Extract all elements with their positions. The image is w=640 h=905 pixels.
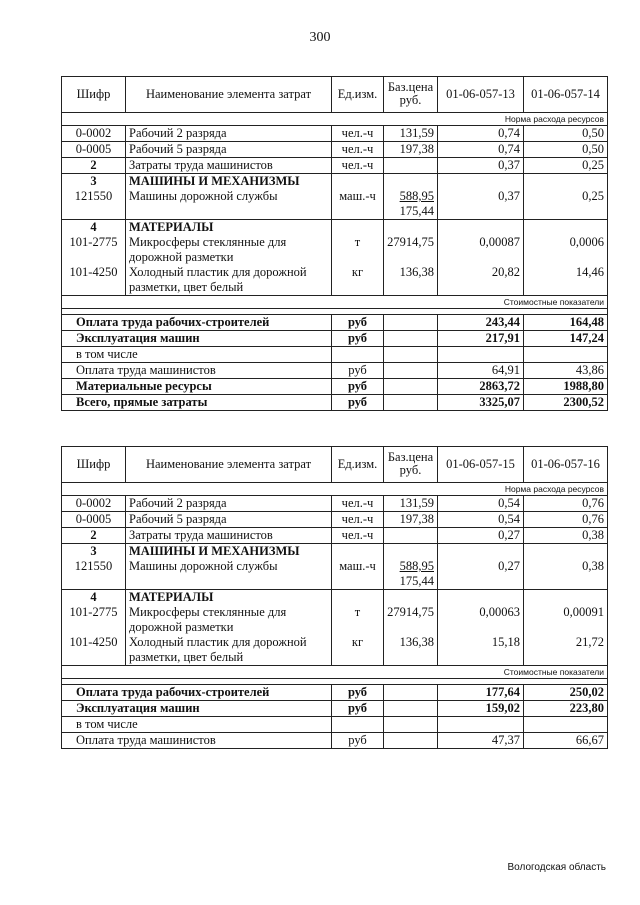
cost-value-1: 47,37 [438,733,524,749]
cell-unit: чел.-ч [332,512,384,528]
table-header-row [62,77,608,113]
cell-value-1: 0,54 [438,496,524,512]
cell-value-2: 0,76 [524,496,608,512]
header-unit: Ед.изм. [332,77,384,113]
cell-unit: чел.-ч [332,142,384,158]
cell-price: 588,95 175,44 [384,174,438,220]
cell-name: МАШИНЫ И МЕХАНИЗМЫ Машины дорожной службы [126,174,332,220]
cell-price: 197,38 [384,512,438,528]
cost-unit: руб [332,379,384,395]
cell-price: 197,38 [384,142,438,158]
header-col-2: 01-06-057-14 [524,77,608,113]
table-row [62,142,608,158]
header-price: Баз.цена руб. [384,77,438,113]
cost-unit: руб [332,733,384,749]
cell-price: 131,59 [384,496,438,512]
table-header-row [62,447,608,483]
cost-unit: руб [332,315,384,331]
cost-row [62,685,608,701]
cost-value-1 [438,347,524,363]
cell-unit: т кг [332,590,384,666]
cost-unit: руб [332,395,384,411]
cost-name: Оплата труда рабочих-строителей [62,315,332,331]
cost-value-2: 250,02 [524,685,608,701]
cell-price: 131,59 [384,126,438,142]
section-row-materials [62,590,608,666]
cell-unit: чел.-ч [332,496,384,512]
cost-price [384,701,438,717]
cell-unit: чел.-ч [332,158,384,174]
cost-name: в том числе [62,347,332,363]
cost-value-1: 243,44 [438,315,524,331]
cell-value-1: 0,74 [438,126,524,142]
header-name: Наименование элемента затрат [126,447,332,483]
cost-name: Всего, прямые затраты [62,395,332,411]
cell-name: МАТЕРИАЛЫ Микросферы стеклянные для дорожной разметки Холодный пластик для дорожной разметки, цвет белый [126,220,332,296]
cell-unit: маш.-ч [332,544,384,590]
cell-value-1: 0,27 [438,528,524,544]
cell-code: 0-0005 [62,512,126,528]
cost-unit [332,347,384,363]
cell-value-2: 0,50 [524,142,608,158]
cost-unit: руб [332,363,384,379]
cell-price [384,528,438,544]
cost-row [62,331,608,347]
cost-unit: руб [332,685,384,701]
cost-price [384,347,438,363]
norm-label: Норма расхода ресурсов [62,483,608,496]
cost-price [384,331,438,347]
table-row [62,496,608,512]
cell-name: Рабочий 2 разряда [126,496,332,512]
cell-value-1: 0,00063 15,18 [438,590,524,666]
cost-value-1 [438,717,524,733]
cell-unit: т кг [332,220,384,296]
cost-row [62,701,608,717]
cost-value-2 [524,347,608,363]
cost-value-1: 159,02 [438,701,524,717]
cost-price [384,363,438,379]
cell-price [384,158,438,174]
cell-price: 27914,75 136,38 [384,220,438,296]
table-row [62,512,608,528]
cost-unit: руб [332,701,384,717]
region-footer: Вологодская область [507,862,606,873]
cost-name: Оплата труда машинистов [62,733,332,749]
cost-name: в том числе [62,717,332,733]
cost-price [384,379,438,395]
header-price: Баз.цена руб. [384,447,438,483]
cost-value-1: 64,91 [438,363,524,379]
header-unit: Ед.изм. [332,447,384,483]
section-row-machines [62,174,608,220]
header-col-2: 01-06-057-16 [524,447,608,483]
section-row-machines [62,544,608,590]
cell-name: Затраты труда машинистов [126,158,332,174]
cell-unit: маш.-ч [332,174,384,220]
cost-value-2: 1988,80 [524,379,608,395]
cost-row [62,363,608,379]
cell-code: 2 [62,158,126,174]
cell-value-2: 0,0006 14,46 [524,220,608,296]
norm-label: Норма расхода ресурсов [62,113,608,126]
cost-value-2: 66,67 [524,733,608,749]
cost-name: Материальные ресурсы [62,379,332,395]
cost-value-2: 164,48 [524,315,608,331]
cost-row [62,395,608,411]
cell-code: 4 101-2775 101-4250 [62,220,126,296]
cell-value-2: 0,50 [524,126,608,142]
cell-value-1: 0,00087 20,82 [438,220,524,296]
cell-price: 27914,75 136,38 [384,590,438,666]
header-col-1: 01-06-057-13 [438,77,524,113]
header-code: Шифр [62,77,126,113]
cost-value-1: 177,64 [438,685,524,701]
cost-value-2: 43,86 [524,363,608,379]
cell-value-1: 0,74 [438,142,524,158]
table-row [62,528,608,544]
cell-value-2: 0,38 [524,544,608,590]
cell-code: 0-0002 [62,496,126,512]
page-number: 300 [309,30,331,45]
table-row [62,126,608,142]
cell-code: 4 101-2775 101-4250 [62,590,126,666]
cell-code: 3 121550 [62,544,126,590]
cell-name: Рабочий 5 разряда [126,512,332,528]
cost-price [384,685,438,701]
estimate-table-2 [61,446,608,749]
cost-price [384,733,438,749]
cost-value-1: 2863,72 [438,379,524,395]
cost-label: Стоимостные показатели [62,666,608,679]
cell-value-2: 0,38 [524,528,608,544]
cell-name: Рабочий 5 разряда [126,142,332,158]
cell-name: МАШИНЫ И МЕХАНИЗМЫ Машины дорожной службы [126,544,332,590]
cell-name: Рабочий 2 разряда [126,126,332,142]
cost-label: Стоимостные показатели [62,296,608,309]
cost-value-2: 147,24 [524,331,608,347]
cell-value-2: 0,00091 21,72 [524,590,608,666]
cell-value-1: 0,37 [438,158,524,174]
cost-value-1: 217,91 [438,331,524,347]
cost-row [62,379,608,395]
cost-row [62,717,608,733]
cost-value-2: 2300,52 [524,395,608,411]
header-code: Шифр [62,447,126,483]
cost-row [62,733,608,749]
cost-unit: руб [332,331,384,347]
cost-price [384,395,438,411]
cost-name: Эксплуатация машин [62,701,332,717]
cell-value-1: 0,37 [438,174,524,220]
cell-code: 0-0002 [62,126,126,142]
cell-code: 0-0005 [62,142,126,158]
cost-name: Эксплуатация машин [62,331,332,347]
cost-unit [332,717,384,733]
cell-price: 588,95 175,44 [384,544,438,590]
cost-value-2: 223,80 [524,701,608,717]
cell-code: 2 [62,528,126,544]
cell-value-1: 0,27 [438,544,524,590]
cost-row [62,347,608,363]
cell-name: МАТЕРИАЛЫ Микросферы стеклянные для дорожной разметки Холодный пластик для дорожной разметки, цвет белый [126,590,332,666]
cell-value-2: 0,25 [524,174,608,220]
header-col-1: 01-06-057-15 [438,447,524,483]
cost-value-2 [524,717,608,733]
cost-price [384,315,438,331]
header-name: Наименование элемента затрат [126,77,332,113]
cell-value-1: 0,54 [438,512,524,528]
cell-code: 3 121550 [62,174,126,220]
cell-unit: чел.-ч [332,528,384,544]
section-row-materials [62,220,608,296]
cell-value-2: 0,25 [524,158,608,174]
estimate-table-1 [61,76,608,411]
cost-row [62,315,608,331]
cell-name: Затраты труда машинистов [126,528,332,544]
cost-name: Оплата труда машинистов [62,363,332,379]
cost-price [384,717,438,733]
cost-name: Оплата труда рабочих-строителей [62,685,332,701]
table-row [62,158,608,174]
cell-value-2: 0,76 [524,512,608,528]
cell-unit: чел.-ч [332,126,384,142]
cost-value-1: 3325,07 [438,395,524,411]
